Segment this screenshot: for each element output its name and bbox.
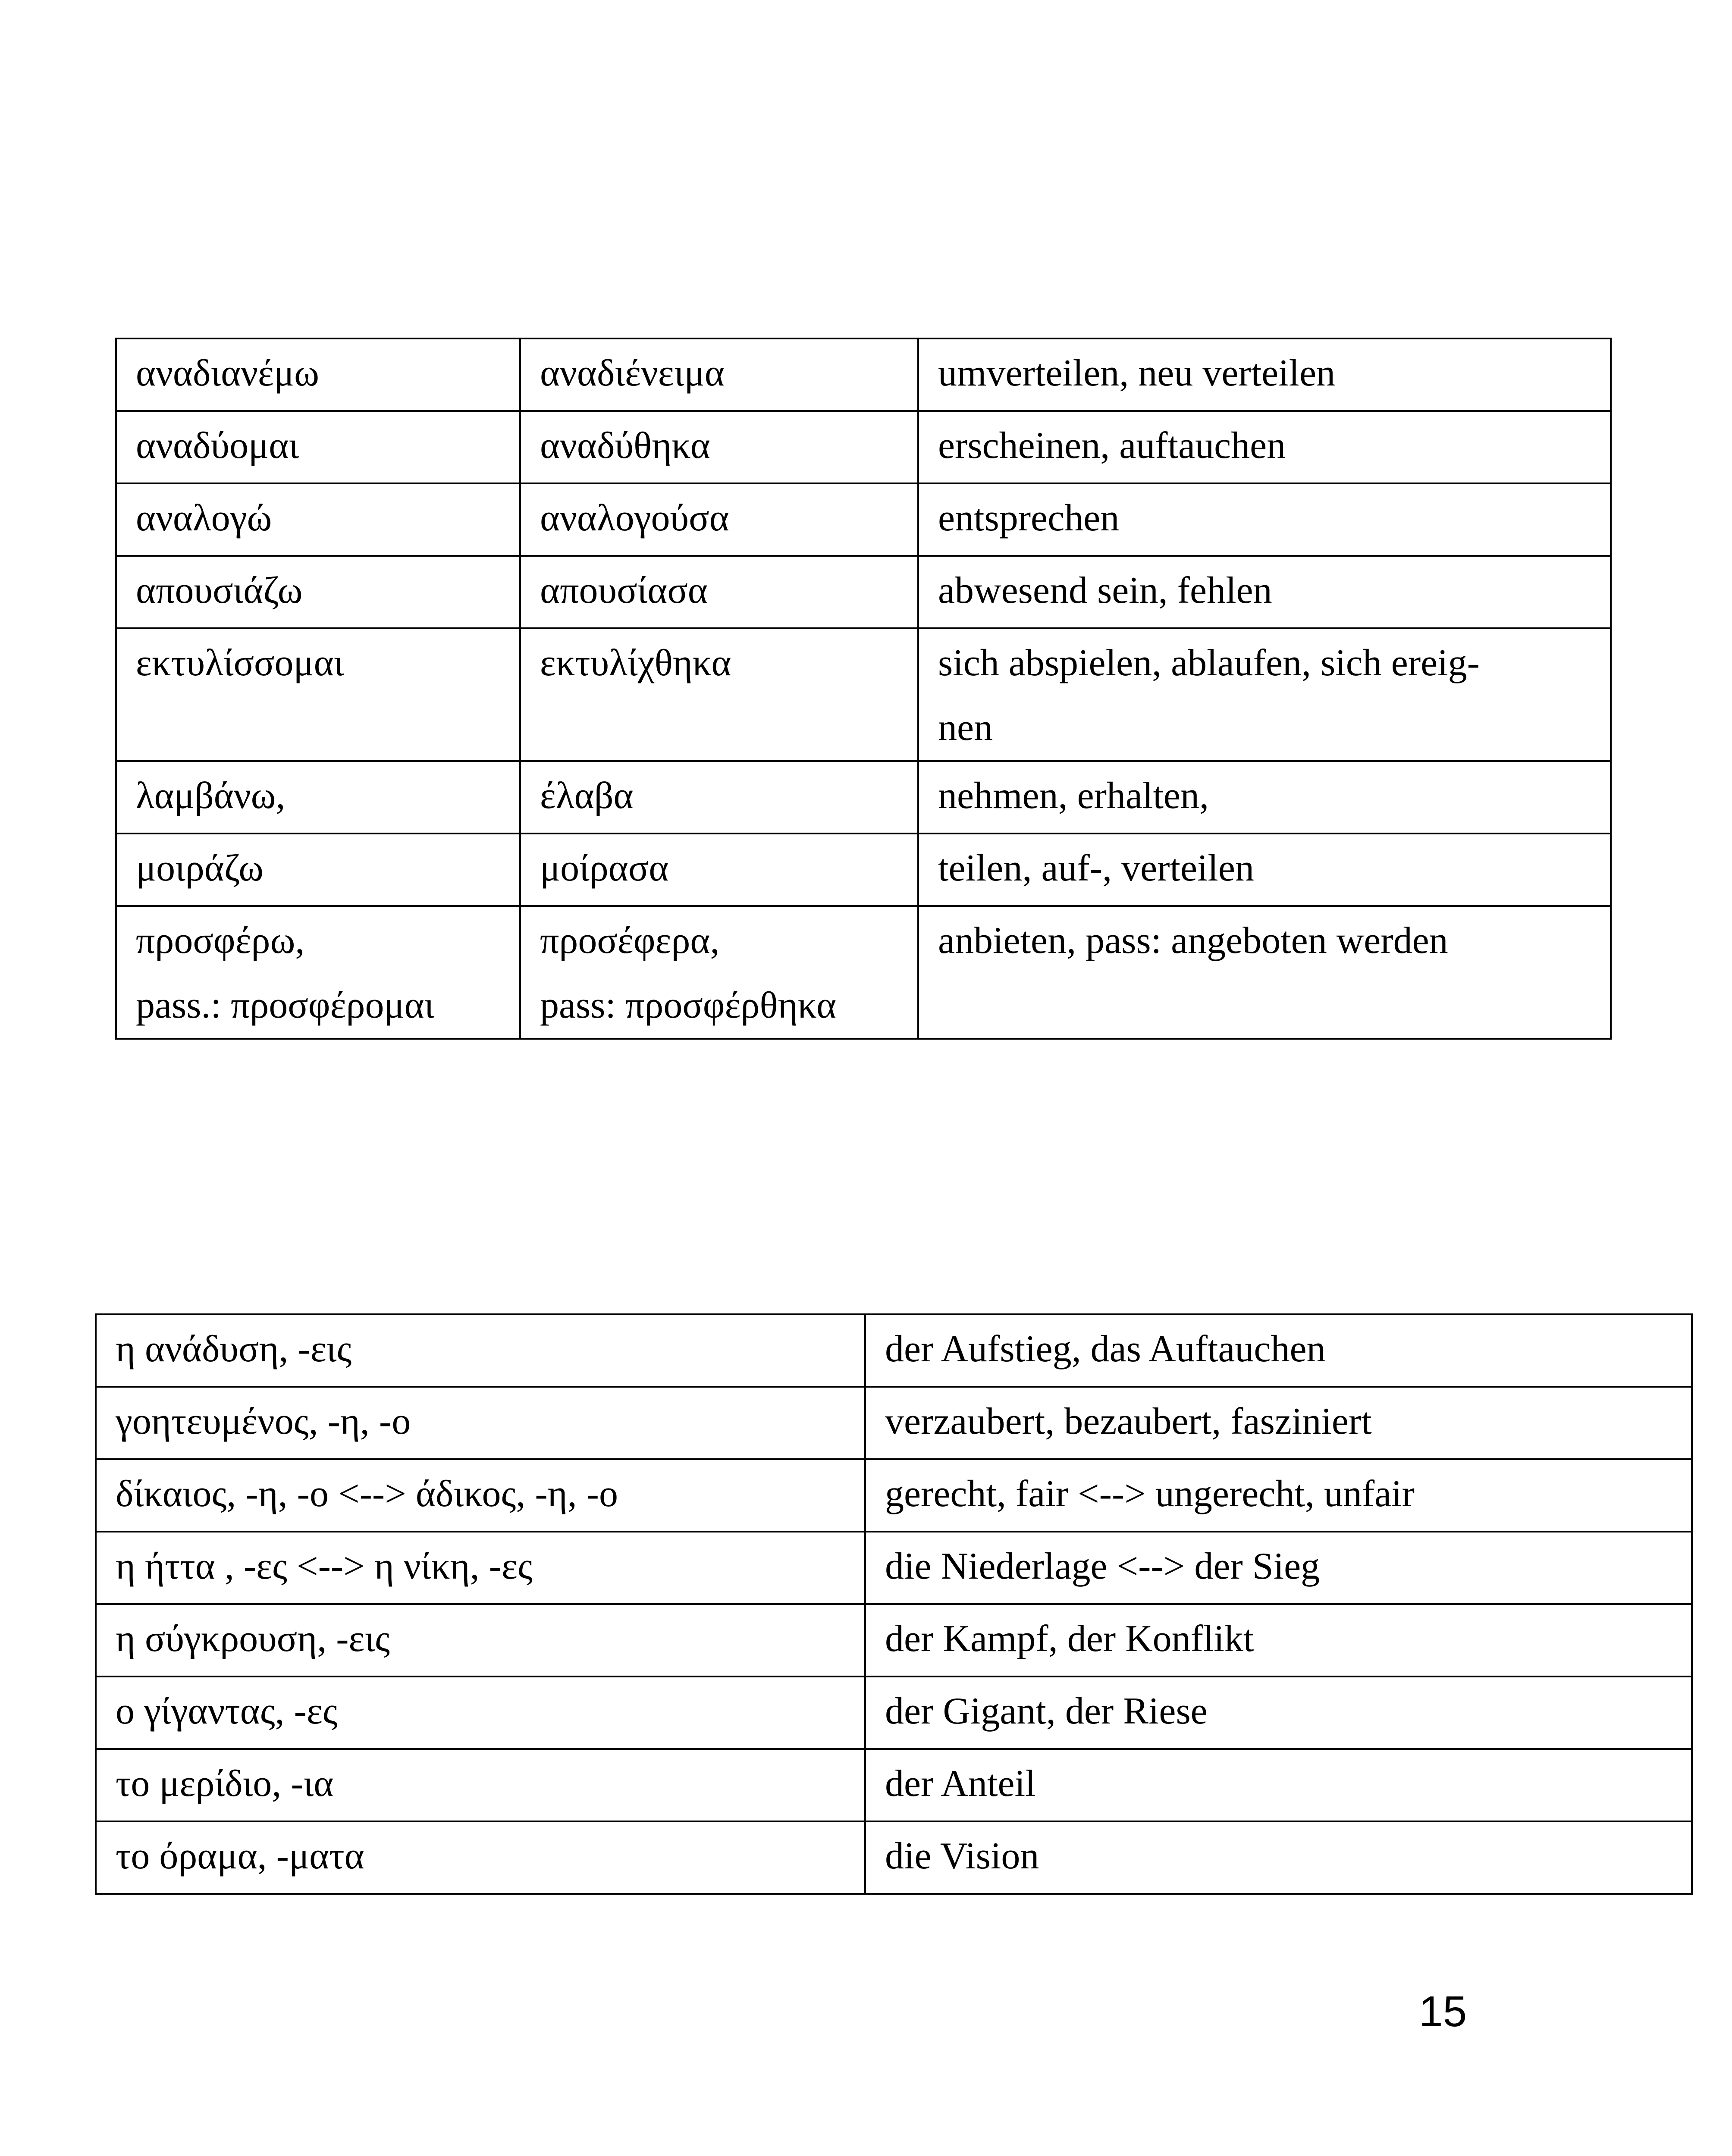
aorist-cell — [520, 556, 918, 628]
cell-line: έλαβα — [540, 775, 634, 817]
table-row — [116, 411, 1611, 483]
table-row — [116, 761, 1611, 834]
cell-line: αναδιένειμα — [540, 352, 725, 394]
cell-line: προσέφερα, — [540, 920, 720, 962]
present-cell — [116, 834, 520, 906]
meaning-cell — [918, 483, 1611, 556]
cell-line: sich abspielen, ablaufen, sich ereig- — [938, 642, 1480, 684]
aorist-cell — [520, 906, 918, 1039]
german-cell: der Gigant, der Riese — [865, 1677, 1692, 1749]
german-cell: der Aufstieg, das Auftauchen — [865, 1314, 1692, 1387]
greek-cell: ο γίγαντας, -ες — [96, 1677, 865, 1749]
cell-line: αναλογούσα — [540, 497, 729, 539]
cell-line: teilen, auf-, verteilen — [938, 847, 1254, 889]
present-cell — [116, 628, 520, 761]
page-number: 15 — [1419, 1987, 1467, 2036]
present-cell — [116, 483, 520, 556]
cell-line: nen — [938, 707, 993, 749]
table-row — [96, 1677, 1692, 1749]
greek-cell: η ανάδυση, -εις — [96, 1314, 865, 1387]
table-row — [96, 1532, 1692, 1604]
cell-line: αναδύομαι — [136, 425, 299, 467]
greek-cell: η ήττα , -ες <--> η νίκη, -ες — [96, 1532, 865, 1604]
meaning-cell — [918, 556, 1611, 628]
verbs-vocabulary-table — [115, 338, 1612, 1040]
aorist-cell — [520, 628, 918, 761]
meaning-cell — [918, 834, 1611, 906]
meaning-cell — [918, 411, 1611, 483]
german-cell: die Vision — [865, 1821, 1692, 1894]
cell-line: εκτυλίχθηκα — [540, 642, 731, 684]
greek-cell: η σύγκρουση, -εις — [96, 1604, 865, 1677]
table-row — [116, 834, 1611, 906]
greek-cell: δίκαιος, -η, -ο <--> άδικος, -η, -ο — [96, 1459, 865, 1532]
meaning-cell — [918, 906, 1611, 1039]
present-cell — [116, 556, 520, 628]
german-cell: die Niederlage <--> der Sieg — [865, 1532, 1692, 1604]
cell-line: απουσιάζω — [136, 570, 303, 611]
table-row — [116, 338, 1611, 411]
meaning-cell — [918, 338, 1611, 411]
present-cell — [116, 906, 520, 1039]
nouns-vocabulary-table — [95, 1313, 1693, 1895]
cell-line: anbieten, pass: angeboten werden — [938, 920, 1448, 962]
table-row — [116, 906, 1611, 1039]
aorist-cell — [520, 483, 918, 556]
german-cell: verzaubert, bezaubert, fasziniert — [865, 1387, 1692, 1459]
cell-line: αναλογώ — [136, 497, 272, 539]
cell-line: entsprechen — [938, 497, 1120, 539]
german-cell: der Anteil — [865, 1749, 1692, 1821]
table-row — [116, 628, 1611, 761]
cell-line: μοιράζω — [136, 847, 264, 889]
table-row — [96, 1387, 1692, 1459]
german-cell: der Kampf, der Konflikt — [865, 1604, 1692, 1677]
cell-line: αναδύθηκα — [540, 425, 710, 467]
cell-line: μοίρασα — [540, 847, 669, 889]
meaning-cell — [918, 628, 1611, 761]
cell-line: abwesend sein, fehlen — [938, 570, 1272, 611]
cell-line: απουσίασα — [540, 570, 708, 611]
table-row — [116, 483, 1611, 556]
table-row — [96, 1749, 1692, 1821]
meaning-cell — [918, 761, 1611, 834]
greek-cell: το μερίδιο, -ια — [96, 1749, 865, 1821]
german-cell: gerecht, fair <--> ungerecht, unfair — [865, 1459, 1692, 1532]
cell-line: λαμβάνω, — [136, 775, 286, 817]
aorist-cell — [520, 411, 918, 483]
cell-line: εκτυλίσσομαι — [136, 642, 344, 684]
cell-line: pass.: προσφέρομαι — [136, 984, 435, 1026]
aorist-cell — [520, 338, 918, 411]
table-row — [96, 1821, 1692, 1894]
greek-cell: γοητευμένος, -η, -ο — [96, 1387, 865, 1459]
greek-cell: το όραμα, -ματα — [96, 1821, 865, 1894]
cell-line: umverteilen, neu verteilen — [938, 352, 1336, 394]
cell-line: αναδιανέμω — [136, 352, 320, 394]
cell-line: pass: προσφέρθηκα — [540, 984, 837, 1026]
present-cell — [116, 761, 520, 834]
cell-line: nehmen, erhalten, — [938, 775, 1209, 817]
cell-line: προσφέρω, — [136, 920, 305, 962]
cell-line: erscheinen, auftauchen — [938, 425, 1286, 467]
present-cell — [116, 411, 520, 483]
present-cell — [116, 338, 520, 411]
aorist-cell — [520, 761, 918, 834]
table-row — [96, 1314, 1692, 1387]
aorist-cell — [520, 834, 918, 906]
table-row — [96, 1604, 1692, 1677]
table-row — [96, 1459, 1692, 1532]
table-row — [116, 556, 1611, 628]
